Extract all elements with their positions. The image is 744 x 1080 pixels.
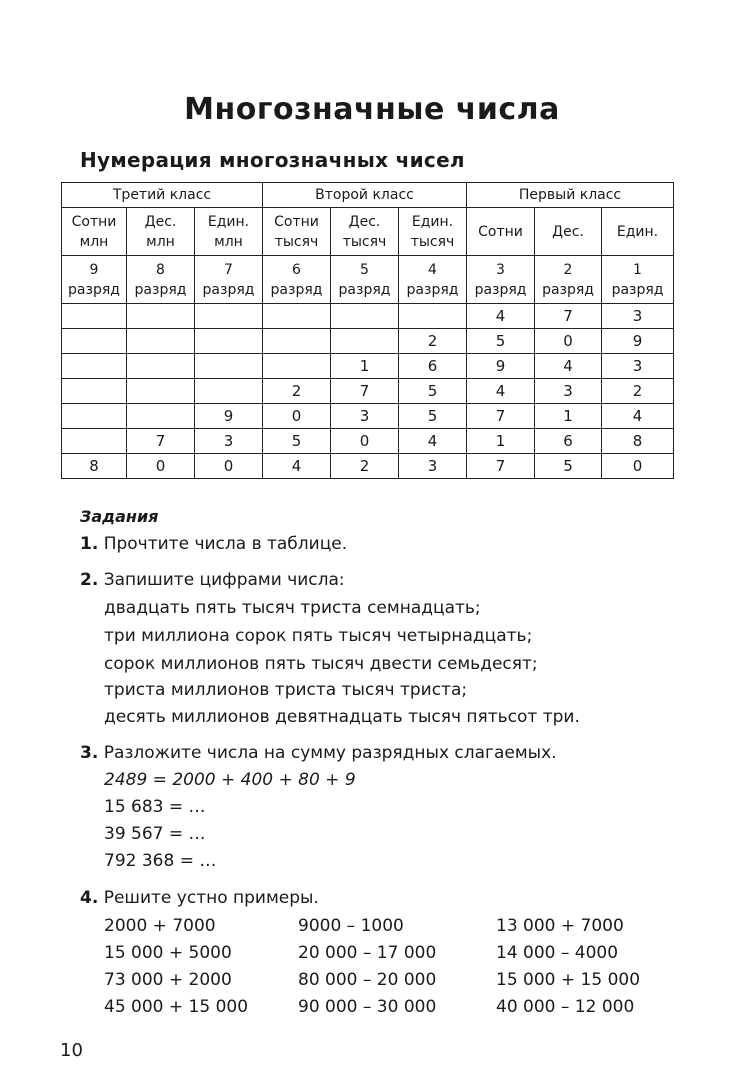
rank-text: разряд	[542, 281, 594, 298]
rank-text: 8	[156, 261, 165, 278]
rank-text: разряд	[68, 281, 120, 298]
rank-cell	[399, 256, 467, 304]
header-text: млн	[146, 233, 175, 250]
rank-text: разряд	[406, 281, 459, 298]
task-2-line: десять миллионов девятнадцать тысяч пятьсот три.	[104, 707, 580, 727]
example: 73 000 + 2000	[104, 970, 232, 990]
digit-cell: 2	[331, 454, 399, 479]
task-text: Разложите числа на сумму разрядных слагаемых.	[103, 743, 557, 763]
example: 9000 – 1000	[298, 916, 404, 936]
column-header	[331, 208, 399, 256]
digit-cell	[62, 429, 127, 454]
task-2-line: три миллиона сорок пять тысяч четырнадцать;	[104, 626, 533, 646]
rank-cell	[127, 256, 195, 304]
table-row	[62, 304, 674, 329]
digit-cell: 0	[535, 329, 602, 354]
rank-text: 7	[224, 261, 233, 278]
rank-text: разряд	[474, 281, 527, 298]
digit-cell	[331, 304, 399, 329]
header-text: млн	[214, 233, 243, 250]
task-3-example: 2489 = 2000 + 400 + 80 + 9	[104, 770, 356, 790]
rank-cell	[602, 256, 674, 304]
digit-cell	[399, 304, 467, 329]
task-2	[80, 570, 345, 590]
task-text: Запишите цифрами числа:	[103, 570, 345, 590]
digit-cell: 5	[399, 404, 467, 429]
example: 13 000 + 7000	[496, 916, 624, 936]
column-header	[602, 208, 674, 256]
digit-cell: 2	[602, 379, 674, 404]
digit-cell	[62, 354, 127, 379]
digit-cell: 9	[195, 404, 263, 429]
task-number: 4.	[80, 888, 99, 908]
header-text: Дес.	[144, 213, 177, 230]
task-2-line: двадцать пять тысяч триста семнадцать;	[104, 598, 481, 618]
column-header	[467, 208, 535, 256]
digit-cell: 3	[399, 454, 467, 479]
digit-cell: 3	[602, 354, 674, 379]
class-header: Первый класс	[467, 183, 674, 208]
rank-text: разряд	[270, 281, 323, 298]
digit-cell	[62, 404, 127, 429]
header-text: Сотни	[478, 223, 523, 240]
digit-cell: 8	[62, 454, 127, 479]
digit-cell	[195, 354, 263, 379]
digit-cell: 3	[535, 379, 602, 404]
digit-cell: 7	[535, 304, 602, 329]
digit-cell: 4	[399, 429, 467, 454]
table-row	[62, 404, 674, 429]
header-text: тысяч	[410, 233, 455, 250]
rank-cell	[467, 256, 535, 304]
rank-cell	[263, 256, 331, 304]
column-header	[127, 208, 195, 256]
digit-cell: 2	[399, 329, 467, 354]
rank-text: разряд	[611, 281, 664, 298]
digit-cell: 1	[467, 429, 535, 454]
digit-cell: 4	[535, 354, 602, 379]
tasks-heading: Задания	[80, 507, 159, 526]
example: 20 000 – 17 000	[298, 943, 437, 963]
digit-cell	[331, 329, 399, 354]
rank-cell	[62, 256, 127, 304]
rank-row	[62, 256, 674, 304]
digit-cell	[127, 354, 195, 379]
digit-cell: 4	[467, 304, 535, 329]
digit-cell	[127, 404, 195, 429]
digit-cell	[127, 379, 195, 404]
digit-cell: 3	[602, 304, 674, 329]
rank-text: 1	[633, 261, 642, 278]
class-header: Второй класс	[263, 183, 467, 208]
digit-cell: 5	[535, 454, 602, 479]
digit-cell: 0	[195, 454, 263, 479]
rank-cell	[195, 256, 263, 304]
digit-cell: 8	[602, 429, 674, 454]
example: 15 000 + 5000	[104, 943, 232, 963]
digit-cell: 3	[331, 404, 399, 429]
digit-cell: 1	[535, 404, 602, 429]
task-text: Прочтите числа в таблице.	[103, 534, 348, 554]
task-3-line: 792 368 = …	[104, 851, 217, 871]
digit-cell: 7	[467, 404, 535, 429]
column-header	[399, 208, 467, 256]
example: 45 000 + 15 000	[104, 997, 249, 1017]
task-1	[80, 534, 347, 554]
rank-text: 5	[360, 261, 369, 278]
digit-cell	[62, 329, 127, 354]
digit-cell: 1	[331, 354, 399, 379]
page-number: 10	[60, 1040, 83, 1061]
task-text: Решите устно примеры.	[103, 888, 319, 908]
digit-cell	[263, 354, 331, 379]
page-title: Многозначные числа	[184, 92, 560, 127]
digit-cell: 4	[263, 454, 331, 479]
table-row	[62, 354, 674, 379]
header-text: млн	[79, 233, 109, 250]
rank-text: 4	[428, 261, 437, 278]
rank-text: разряд	[202, 281, 255, 298]
header-text: Сотни	[71, 213, 117, 230]
digit-cell: 5	[399, 379, 467, 404]
digit-cell	[263, 304, 331, 329]
digit-cell	[62, 304, 127, 329]
task-4	[80, 888, 319, 908]
digit-cell: 4	[602, 404, 674, 429]
table-row	[62, 329, 674, 354]
digit-cell: 6	[535, 429, 602, 454]
digit-cell: 5	[263, 429, 331, 454]
rank-cell	[331, 256, 399, 304]
example: 2000 + 7000	[104, 916, 216, 936]
rank-text: 2	[563, 261, 573, 278]
digit-cell: 4	[467, 379, 535, 404]
table-row	[62, 429, 674, 454]
digit-cell	[127, 304, 195, 329]
example: 90 000 – 30 000	[298, 997, 437, 1017]
section-title: Нумерация многозначных чисел	[80, 148, 465, 172]
task-2-line: сорок миллионов пять тысяч двести семьдесят;	[104, 654, 538, 674]
header-text: Сотни	[274, 213, 319, 230]
digit-cell: 5	[467, 329, 535, 354]
class-row	[62, 183, 674, 208]
task-3-line: 15 683 = …	[104, 797, 206, 817]
table-row	[62, 454, 674, 479]
class-header: Третий класс	[62, 183, 263, 208]
header-text: Дес.	[348, 213, 381, 230]
header-text: Един.	[616, 223, 659, 240]
digit-cell	[195, 329, 263, 354]
task-number: 1.	[80, 534, 99, 554]
digit-cell	[62, 379, 127, 404]
rank-text: 3	[496, 261, 505, 278]
digit-cell: 0	[331, 429, 399, 454]
header-text: Един.	[207, 213, 250, 230]
digit-cell: 0	[602, 454, 674, 479]
digit-cell: 6	[399, 354, 467, 379]
example: 14 000 – 4000	[496, 943, 619, 963]
header-text: Един.	[411, 213, 454, 230]
task-3	[80, 743, 557, 763]
rank-cell	[535, 256, 602, 304]
digit-cell	[263, 329, 331, 354]
example: 15 000 + 15 000	[496, 970, 641, 990]
digit-cell	[195, 379, 263, 404]
digit-cell: 3	[195, 429, 263, 454]
example: 80 000 – 20 000	[298, 970, 437, 990]
digit-cell: 0	[263, 404, 331, 429]
column-header	[195, 208, 263, 256]
rank-text: разряд	[338, 281, 391, 298]
rank-text: 9	[89, 261, 99, 278]
digit-cell: 9	[602, 329, 674, 354]
digit-cell	[195, 304, 263, 329]
digit-cell: 7	[467, 454, 535, 479]
column-header	[535, 208, 602, 256]
digit-cell	[127, 329, 195, 354]
header-row	[62, 208, 674, 256]
digit-cell: 9	[467, 354, 535, 379]
task-3-line: 39 567 = …	[104, 824, 206, 844]
numeration-table	[61, 182, 674, 479]
task-number: 3.	[80, 743, 99, 763]
column-header	[62, 208, 127, 256]
header-text: Дес.	[552, 223, 584, 240]
example: 40 000 – 12 000	[496, 997, 635, 1017]
rank-text: разряд	[134, 281, 187, 298]
digit-cell: 2	[263, 379, 331, 404]
rank-text: 6	[292, 261, 301, 278]
digit-cell: 7	[127, 429, 195, 454]
table-row	[62, 379, 674, 404]
task-2-line: триста миллионов триста тысяч триста;	[104, 680, 468, 700]
column-header	[263, 208, 331, 256]
digit-cell: 7	[331, 379, 399, 404]
task-number: 2.	[80, 570, 99, 590]
header-text: тысяч	[274, 233, 319, 250]
header-text: тысяч	[342, 233, 387, 250]
digit-cell: 0	[127, 454, 195, 479]
